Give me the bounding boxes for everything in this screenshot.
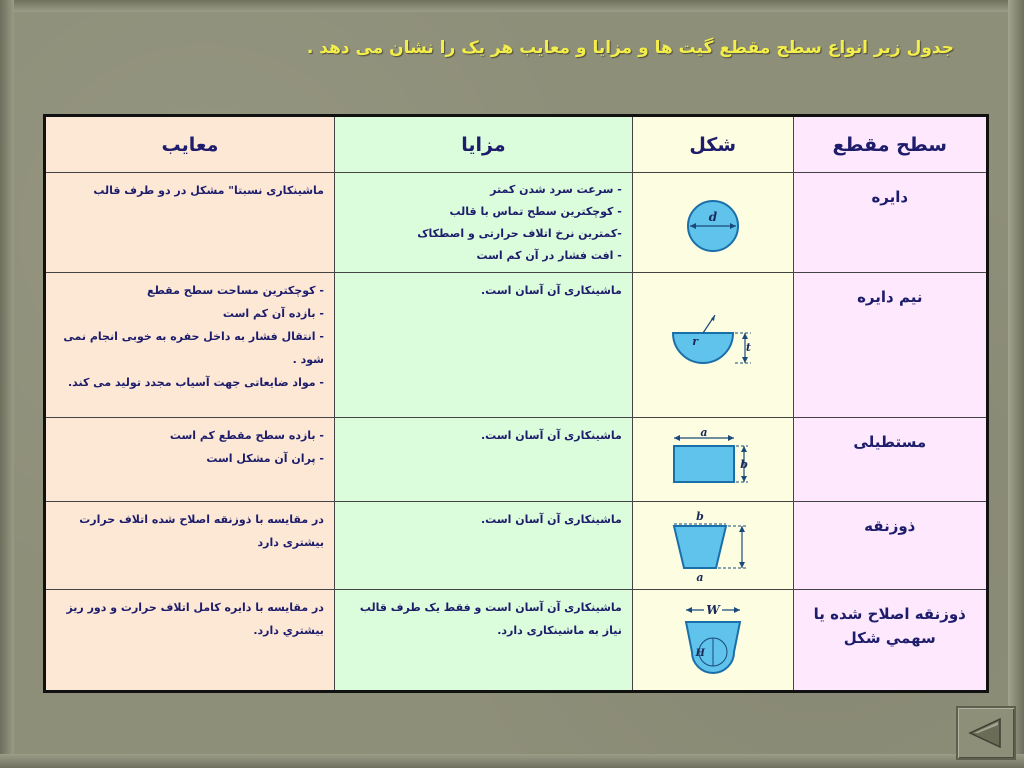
table-row <box>45 173 988 273</box>
table-row <box>45 590 988 692</box>
disadvantages-list <box>46 273 334 394</box>
rectangle-icon <box>668 428 758 492</box>
section-name: مستطیلی <box>853 433 927 451</box>
advantages-list <box>335 418 632 447</box>
list-item: - انتقال فشار به داخل حفره به خوبی انجام نمی شود . <box>63 330 324 366</box>
list-item: ماشینکاری آن آسان است. <box>481 429 622 442</box>
half-circle-shape <box>633 273 793 417</box>
bottom-width-label: a <box>696 570 704 584</box>
table-row <box>45 273 988 418</box>
modified-trapezoid-shape <box>633 590 793 690</box>
advantages-list <box>335 273 632 302</box>
list-item: ماشینکاری آن آسان است. <box>481 513 622 526</box>
list-item: - بازده آن کم است <box>222 307 324 320</box>
advantages-list <box>335 502 632 531</box>
triangle-left-icon <box>966 715 1006 751</box>
height-label: H <box>695 648 705 659</box>
list-item: - افت فشار در آن کم است <box>476 249 622 262</box>
frame-bottom <box>0 754 1024 768</box>
frame-right <box>1008 0 1024 768</box>
half-circle-icon <box>663 315 763 375</box>
advantages-list <box>335 590 632 642</box>
list-item: - سرعت سرد شدن کمتر <box>490 183 622 196</box>
width-label: a <box>700 427 708 439</box>
header-disadvantages: معایب <box>45 116 335 173</box>
list-item: در مقایسه با ذوزنقه اصلاح شده اتلاف حرارت بیشتری دارد <box>79 513 324 549</box>
trapezoid-icon <box>668 508 758 584</box>
list-item: - بازده سطح مقطع کم است <box>169 429 324 442</box>
list-item: - پران آن مشکل است <box>206 452 324 465</box>
disadvantages-list <box>46 502 334 554</box>
list-item: ماشینکاری آن آسان است و فقط یک طرف قالب نیاز به ماشینکاری دارد. <box>359 601 622 637</box>
width-label: W <box>705 603 720 617</box>
section-name: دایره <box>871 188 909 206</box>
thickness-label: t <box>745 341 751 354</box>
trapezoid-shape <box>633 502 793 589</box>
diameter-label: d <box>708 209 717 224</box>
frame-top <box>0 0 1024 12</box>
advantages-list <box>335 173 632 267</box>
radius-label: r <box>691 335 698 348</box>
list-item: ماشینکاری آن آسان است. <box>481 284 622 297</box>
circle-shape <box>633 173 793 272</box>
header-advantages: مزایا <box>334 116 632 173</box>
back-button[interactable] <box>956 706 1016 760</box>
list-item: ماشینکاری نسبتا" مشکل در دو طرف قالب <box>93 184 324 197</box>
height-label: b <box>740 457 748 471</box>
table-row <box>45 418 988 502</box>
section-name: ذوزنقه اصلاح شده یا سهمي شكل <box>813 605 966 647</box>
modified-trapezoid-icon <box>678 600 748 680</box>
circle-icon <box>678 188 748 258</box>
disadvantages-list <box>46 173 334 202</box>
table-row <box>45 502 988 590</box>
list-item: - کوچکترین مساحت سطح مقطع <box>146 284 324 297</box>
disadvantages-list <box>46 418 334 470</box>
section-name: نیم دایره <box>857 288 923 306</box>
disadvantages-list <box>46 590 334 642</box>
header-section: سطح مقطع <box>793 116 987 173</box>
top-width-label: b <box>695 509 704 523</box>
section-name: ذوزنقه <box>864 517 916 535</box>
slide-title: جدول زیر انواع سطح مقطع گیت ها و مزایا و معایب هر یک را نشان می دهد . <box>306 38 954 58</box>
header-shape: شکل <box>632 116 793 173</box>
rectangle-shape <box>633 418 793 501</box>
gate-section-table <box>43 114 989 693</box>
list-item: -کمترین نرخ اتلاف حرارتی و اصطکاک <box>417 227 622 240</box>
list-item: در مقایسه با دایره کامل اتلاف حرارت و دور ریز بيشتري دارد. <box>66 601 324 637</box>
list-item: - کوچکترین سطح تماس با قالب <box>449 205 622 218</box>
frame-left <box>0 0 14 768</box>
list-item: - مواد ضایعاتی جهت آسیاب مجدد تولید می کند. <box>67 376 324 389</box>
header-row <box>45 116 988 173</box>
